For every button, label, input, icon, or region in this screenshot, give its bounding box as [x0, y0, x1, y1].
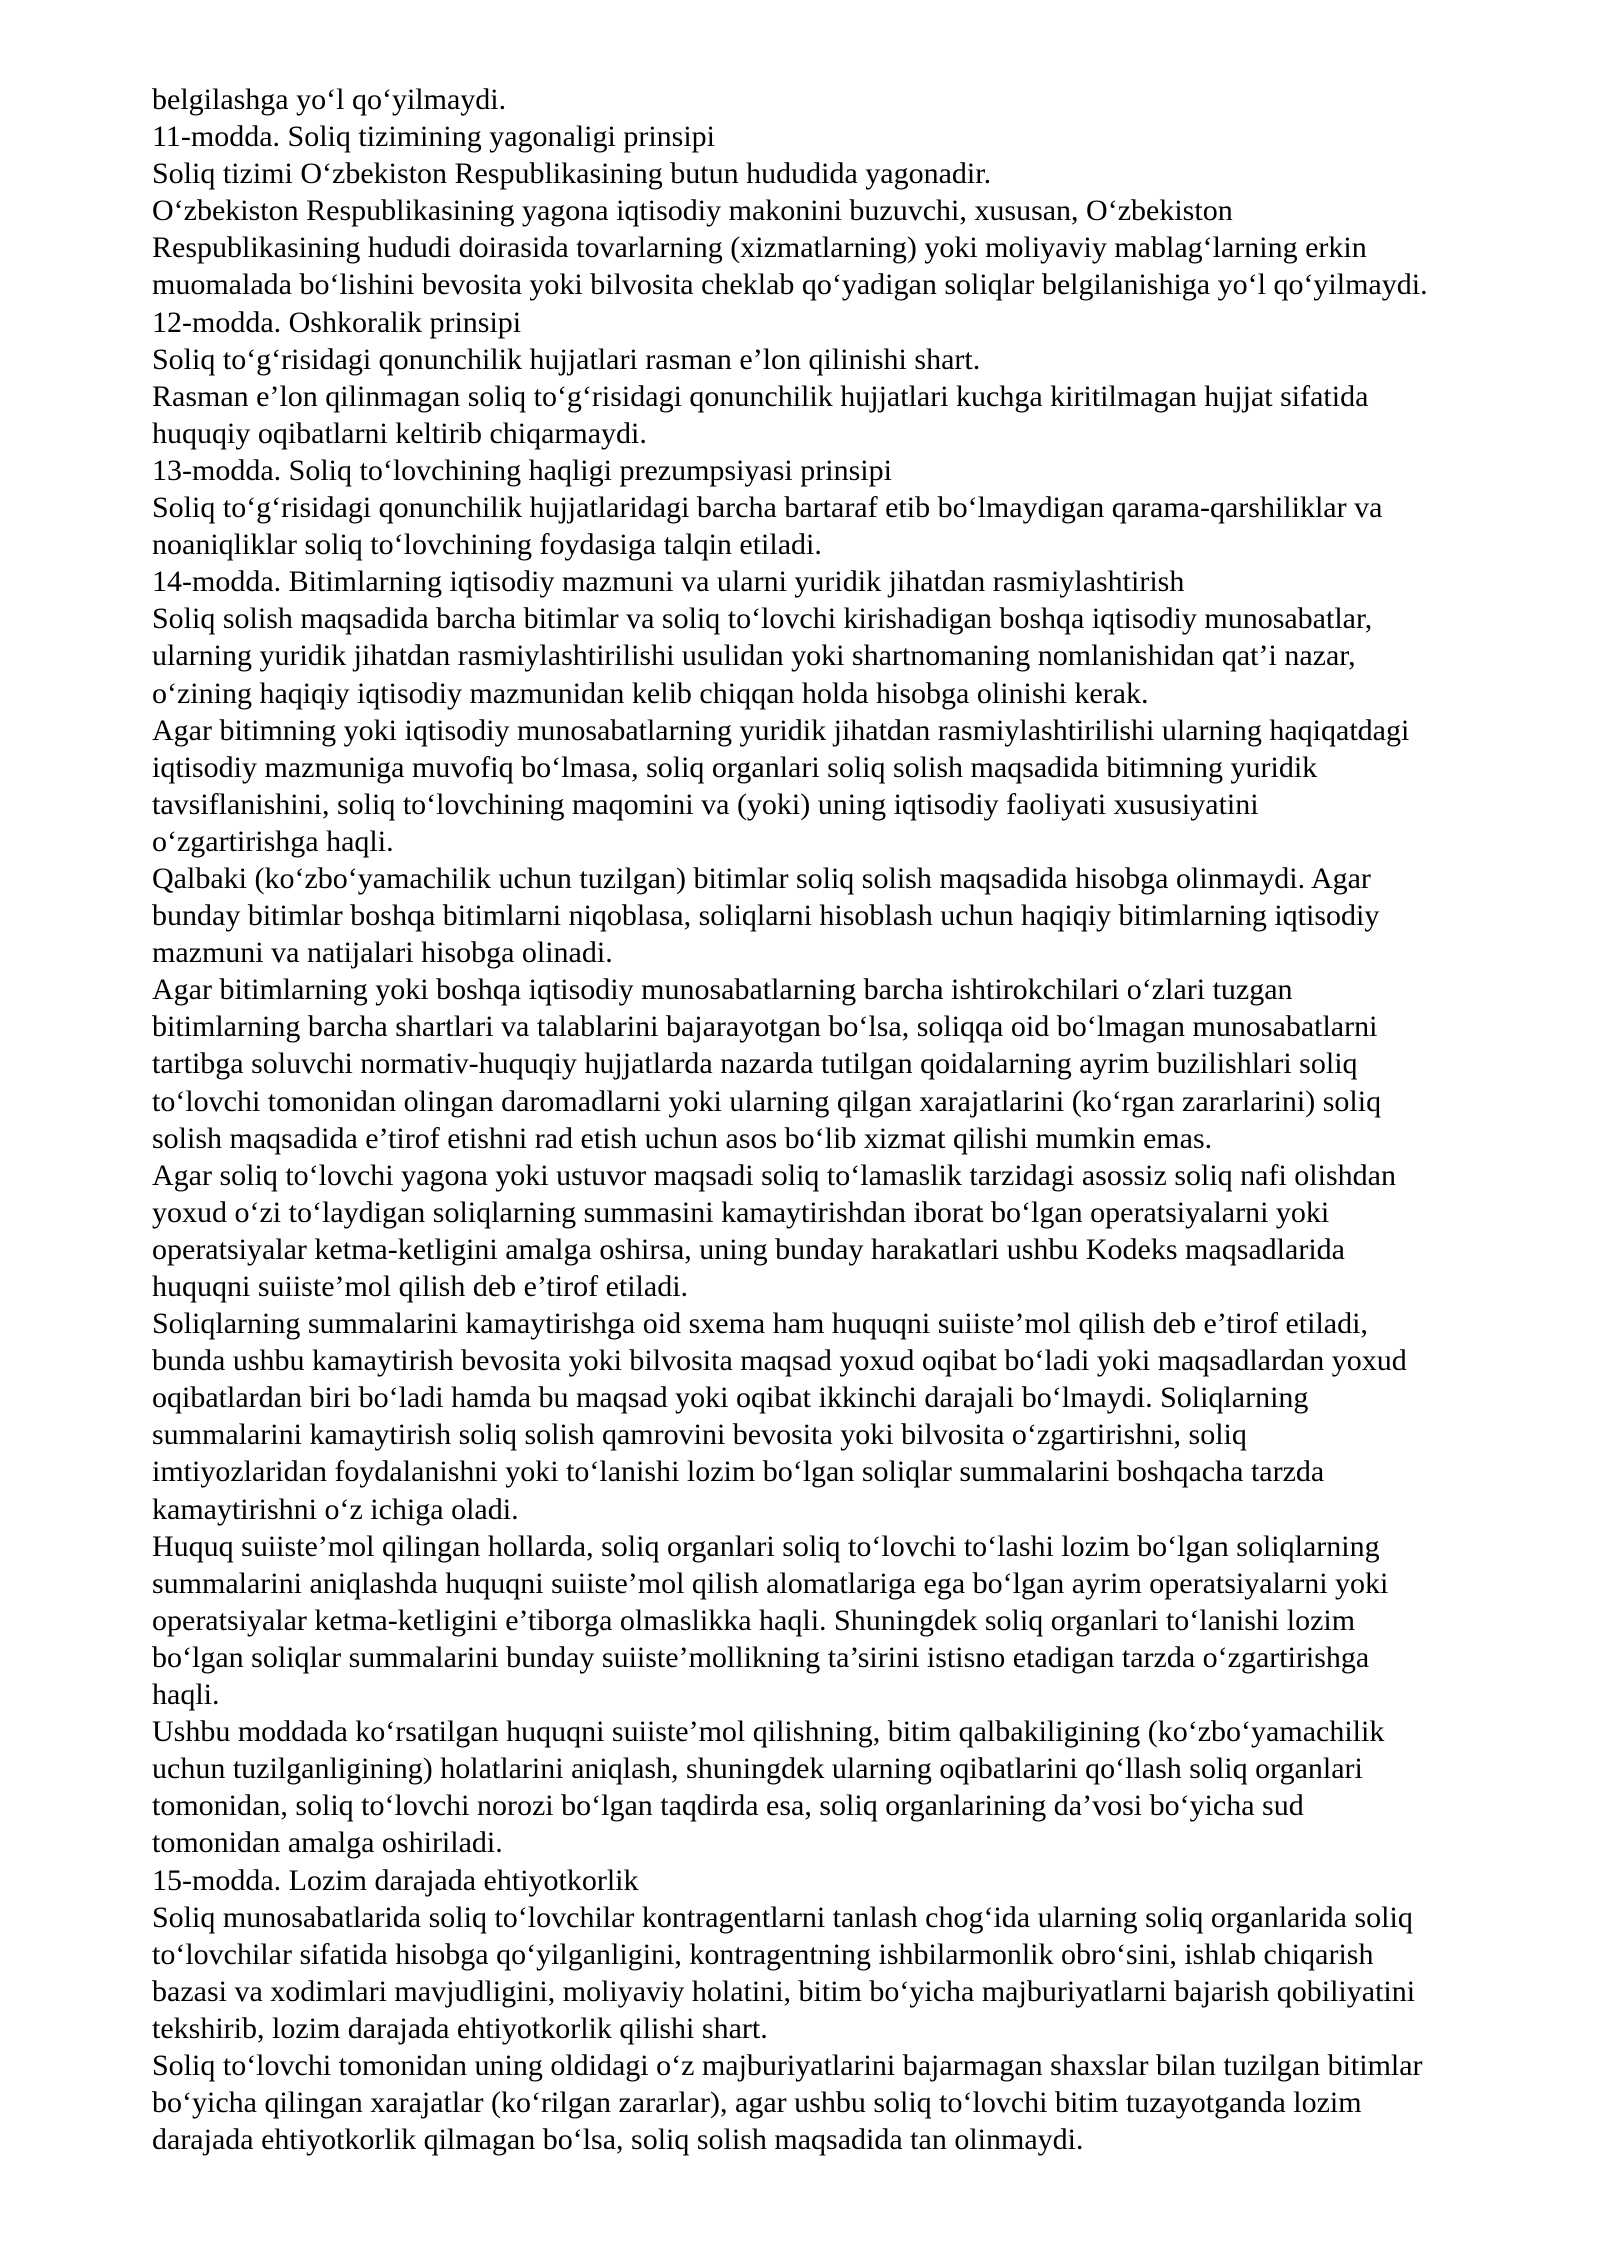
text-line: Soliq munosabatlarida soliq toʻlovchilar kontragentlarni tanlash chogʻida ularning soliq organlarida soliq: [152, 1900, 1413, 1934]
text-line: operatsiyalar ketma-ketligini amalga oshirsa, uning bunday harakatlari ushbu Kodeks maqsadlarida: [152, 1232, 1345, 1266]
text-line: bitimlarning barcha shartlari va talablarini bajarayotgan boʻlsa, soliqqa oid boʻlmagan munosabatlarni: [152, 1010, 1378, 1044]
text-line: Agar soliq toʻlovchi yagona yoki ustuvor maqsadi soliq toʻlamaslik tarzidagi asossiz soliq nafi olishdan: [152, 1158, 1396, 1192]
text-line: darajada ehtiyotkorlik qilmagan boʻlsa, soliq solish maqsadida tan olinmaydi.: [152, 2123, 1084, 2157]
text-line: kamaytirishni oʻz ichiga oladi.: [152, 1492, 519, 1526]
text-line: bunda ushbu kamaytirish bevosita yoki bilvosita maqsad yoxud oqibat boʻladi yoki maqsadlardan yoxud: [152, 1344, 1407, 1378]
text-line: Respublikasining hududi doirasida tovarlarning (xizmatlarning) yoki moliyaviy mablagʻlarning erkin: [152, 231, 1367, 265]
text-line: summalarini aniqlashda huquqni suiiste’mol qilish alomatlariga ega boʻlgan ayrim operatsiyalarni yoki: [152, 1566, 1389, 1600]
text-line: bazasi va xodimlari mavjudligini, moliyaviy holatini, bitim boʻyicha majburiyatlarni bajarish qobiliyatini: [152, 1974, 1416, 2008]
text-line: noaniqliklar soliq toʻlovchining foydasiga talqin etiladi.: [152, 528, 822, 562]
text-line: belgilashga yoʻl qoʻyilmaydi.: [152, 83, 507, 116]
text-line: tartibga soluvchi normativ-huquqiy hujjatlarda nazarda tutilgan qoidalarning ayrim buzilishlari soliq: [152, 1047, 1358, 1081]
text-line: toʻlovchilar sifatida hisobga qoʻyilganligini, kontragentning ishbilarmonlik obroʻsini, ishlab chiqarish: [152, 1937, 1374, 1971]
text-line: ularning yuridik jihatdan rasmiylashtirilishi usulidan yoki shartnomaning nomlanishidan qat’i nazar,: [152, 639, 1356, 673]
text-line: 11-modda. Soliq tizimining yagonaligi prinsipi: [152, 120, 716, 154]
text-line: Qalbaki (koʻzboʻyamachilik uchun tuzilgan) bitimlar soliq solish maqsadida hisobga olinmaydi. Agar: [152, 861, 1371, 895]
text-line: Soliqlarning summalarini kamaytirishga oid sxema ham huquqni suiiste’mol qilish deb e’tirof etiladi,: [152, 1307, 1368, 1341]
text-line: oʻzgartirishga haqli.: [152, 824, 394, 858]
text-line: iqtisodiy mazmuniga muvofiq boʻlmasa, soliq organlari soliq solish maqsadida bitimning yuridik: [152, 750, 1318, 784]
document-text: [152, 81, 1552, 2158]
text-line: tavsiflanishini, soliq toʻlovchining maqomini va (yoki) uning iqtisodiy faoliyati xususiyatini: [152, 787, 1259, 821]
text-line: Soliq toʻgʻrisidagi qonunchilik hujjatlari rasman e’lon qilinishi shart.: [152, 342, 981, 376]
text-line: Huquq suiiste’mol qilingan hollarda, soliq organlari soliq toʻlovchi toʻlashi lozim boʻlgan soliqlarning: [152, 1529, 1380, 1563]
text-line: tekshirib, lozim darajada ehtiyotkorlik qilishi shart.: [152, 2011, 768, 2045]
text-line: Ushbu moddada koʻrsatilgan huquqni suiiste’mol qilishning, bitim qalbakiligining (koʻzboʻyamachilik: [152, 1715, 1385, 1749]
text-line: summalarini kamaytirish soliq solish qamrovini bevosita yoki bilvosita oʻzgartirishni, soliq: [152, 1418, 1247, 1452]
text-line: tomonidan, soliq toʻlovchi norozi boʻlgan taqdirda esa, soliq organlarining da’vosi boʻyicha sud: [152, 1789, 1304, 1823]
text-line: Soliq toʻgʻrisidagi qonunchilik hujjatlaridagi barcha bartaraf etib boʻlmaydigan qarama-qarshiliklar va: [152, 491, 1383, 525]
text-line: Agar bitimlarning yoki boshqa iqtisodiy munosabatlarning barcha ishtirokchilari oʻzlari tuzgan: [152, 973, 1293, 1007]
text-line: Rasman e’lon qilinmagan soliq toʻgʻrisidagi qonunchilik hujjatlari kuchga kiritilmagan hujjat sifatida: [152, 379, 1369, 413]
text-line: Agar bitimning yoki iqtisodiy munosabatlarning yuridik jihatdan rasmiylashtirilishi ularning haqiqatdagi: [152, 713, 1410, 747]
text-line: mazmuni va natijalari hisobga olinadi.: [152, 936, 613, 970]
text-line: haqli.: [152, 1678, 220, 1712]
text-line: toʻlovchi tomonidan olingan daromadlarni yoki ularning qilgan xarajatlarini (koʻrgan zararlarini) soliq: [152, 1084, 1382, 1118]
text-line: muomalada boʻlishini bevosita yoki bilvosita cheklab qoʻyadigan soliqlar belgilanishiga yoʻl qoʻyilmaydi.: [152, 268, 1428, 302]
text-line: operatsiyalar ketma-ketligini e’tiborga olmaslikka haqli. Shuningdek soliq organlari toʻlanishi lozim: [152, 1603, 1356, 1637]
text-line: bunday bitimlar boshqa bitimlarni niqoblasa, soliqlarni hisoblash uchun haqiqiy bitimlarning iqtisodiy: [152, 899, 1380, 933]
text-line: boʻyicha qilingan xarajatlar (koʻrilgan zararlar), agar ushbu soliq toʻlovchi bitim tuzayotganda lozim: [152, 2086, 1362, 2120]
text-line: huquqni suiiste’mol qilish deb e’tirof etiladi.: [152, 1270, 689, 1303]
text-line: Soliq tizimi Oʻzbekiston Respublikasining butun hududida yagonadir.: [152, 157, 992, 191]
text-line: oʻzining haqiqiy iqtisodiy mazmunidan kelib chiqqan holda hisobga olinishi kerak.: [152, 676, 1149, 710]
text-line: 15-modda. Lozim darajada ehtiyotkorlik: [152, 1863, 639, 1897]
text-line: 13-modda. Soliq toʻlovchining haqligi prezumpsiyasi prinsipi: [152, 453, 892, 487]
text-line: Soliq toʻlovchi tomonidan uning oldidagi oʻz majburiyatlarini bajarmagan shaxslar bilan tuzilgan bitimlar: [152, 2048, 1423, 2082]
text-line: tomonidan amalga oshiriladi.: [152, 1826, 503, 1860]
text-line: huquqiy oqibatlarni keltirib chiqarmaydi.: [152, 416, 647, 450]
text-line: imtiyozlaridan foydalanishni yoki toʻlanishi lozim boʻlgan soliqlar summalarini boshqacha tarzda: [152, 1455, 1325, 1489]
text-line: Oʻzbekiston Respublikasining yagona iqtisodiy makonini buzuvchi, xususan, Oʻzbekiston: [152, 194, 1233, 228]
text-line: solish maqsadida e’tirof etishni rad etish uchun asos boʻlib xizmat qilishi mumkin emas.: [152, 1121, 1213, 1155]
text-line: yoxud oʻzi toʻlaydigan soliqlarning summasini kamaytirishdan iborat boʻlgan operatsiyalarni yoki: [152, 1195, 1330, 1229]
text-line: Soliq solish maqsadida barcha bitimlar va soliq toʻlovchi kirishadigan boshqa iqtisodiy munosabatlar,: [152, 602, 1373, 636]
text-line: boʻlgan soliqlar summalarini bunday suiiste’mollikning ta’sirini istisno etadigan tarzda oʻzgartirishga: [152, 1640, 1370, 1674]
text-line: 14-modda. Bitimlarning iqtisodiy mazmuni va ularni yuridik jihatdan rasmiylashtirish: [152, 565, 1185, 599]
text-line: 12-modda. Oshkoralik prinsipi: [152, 305, 522, 339]
text-line: oqibatlardan biri boʻladi hamda bu maqsad yoki oqibat ikkinchi darajali boʻlmaydi. Soliqlarning: [152, 1381, 1309, 1415]
text-line: uchun tuzilganligining) holatlarini aniqlash, shuningdek ularning oqibatlarini qoʻllash soliq organlari: [152, 1752, 1363, 1786]
